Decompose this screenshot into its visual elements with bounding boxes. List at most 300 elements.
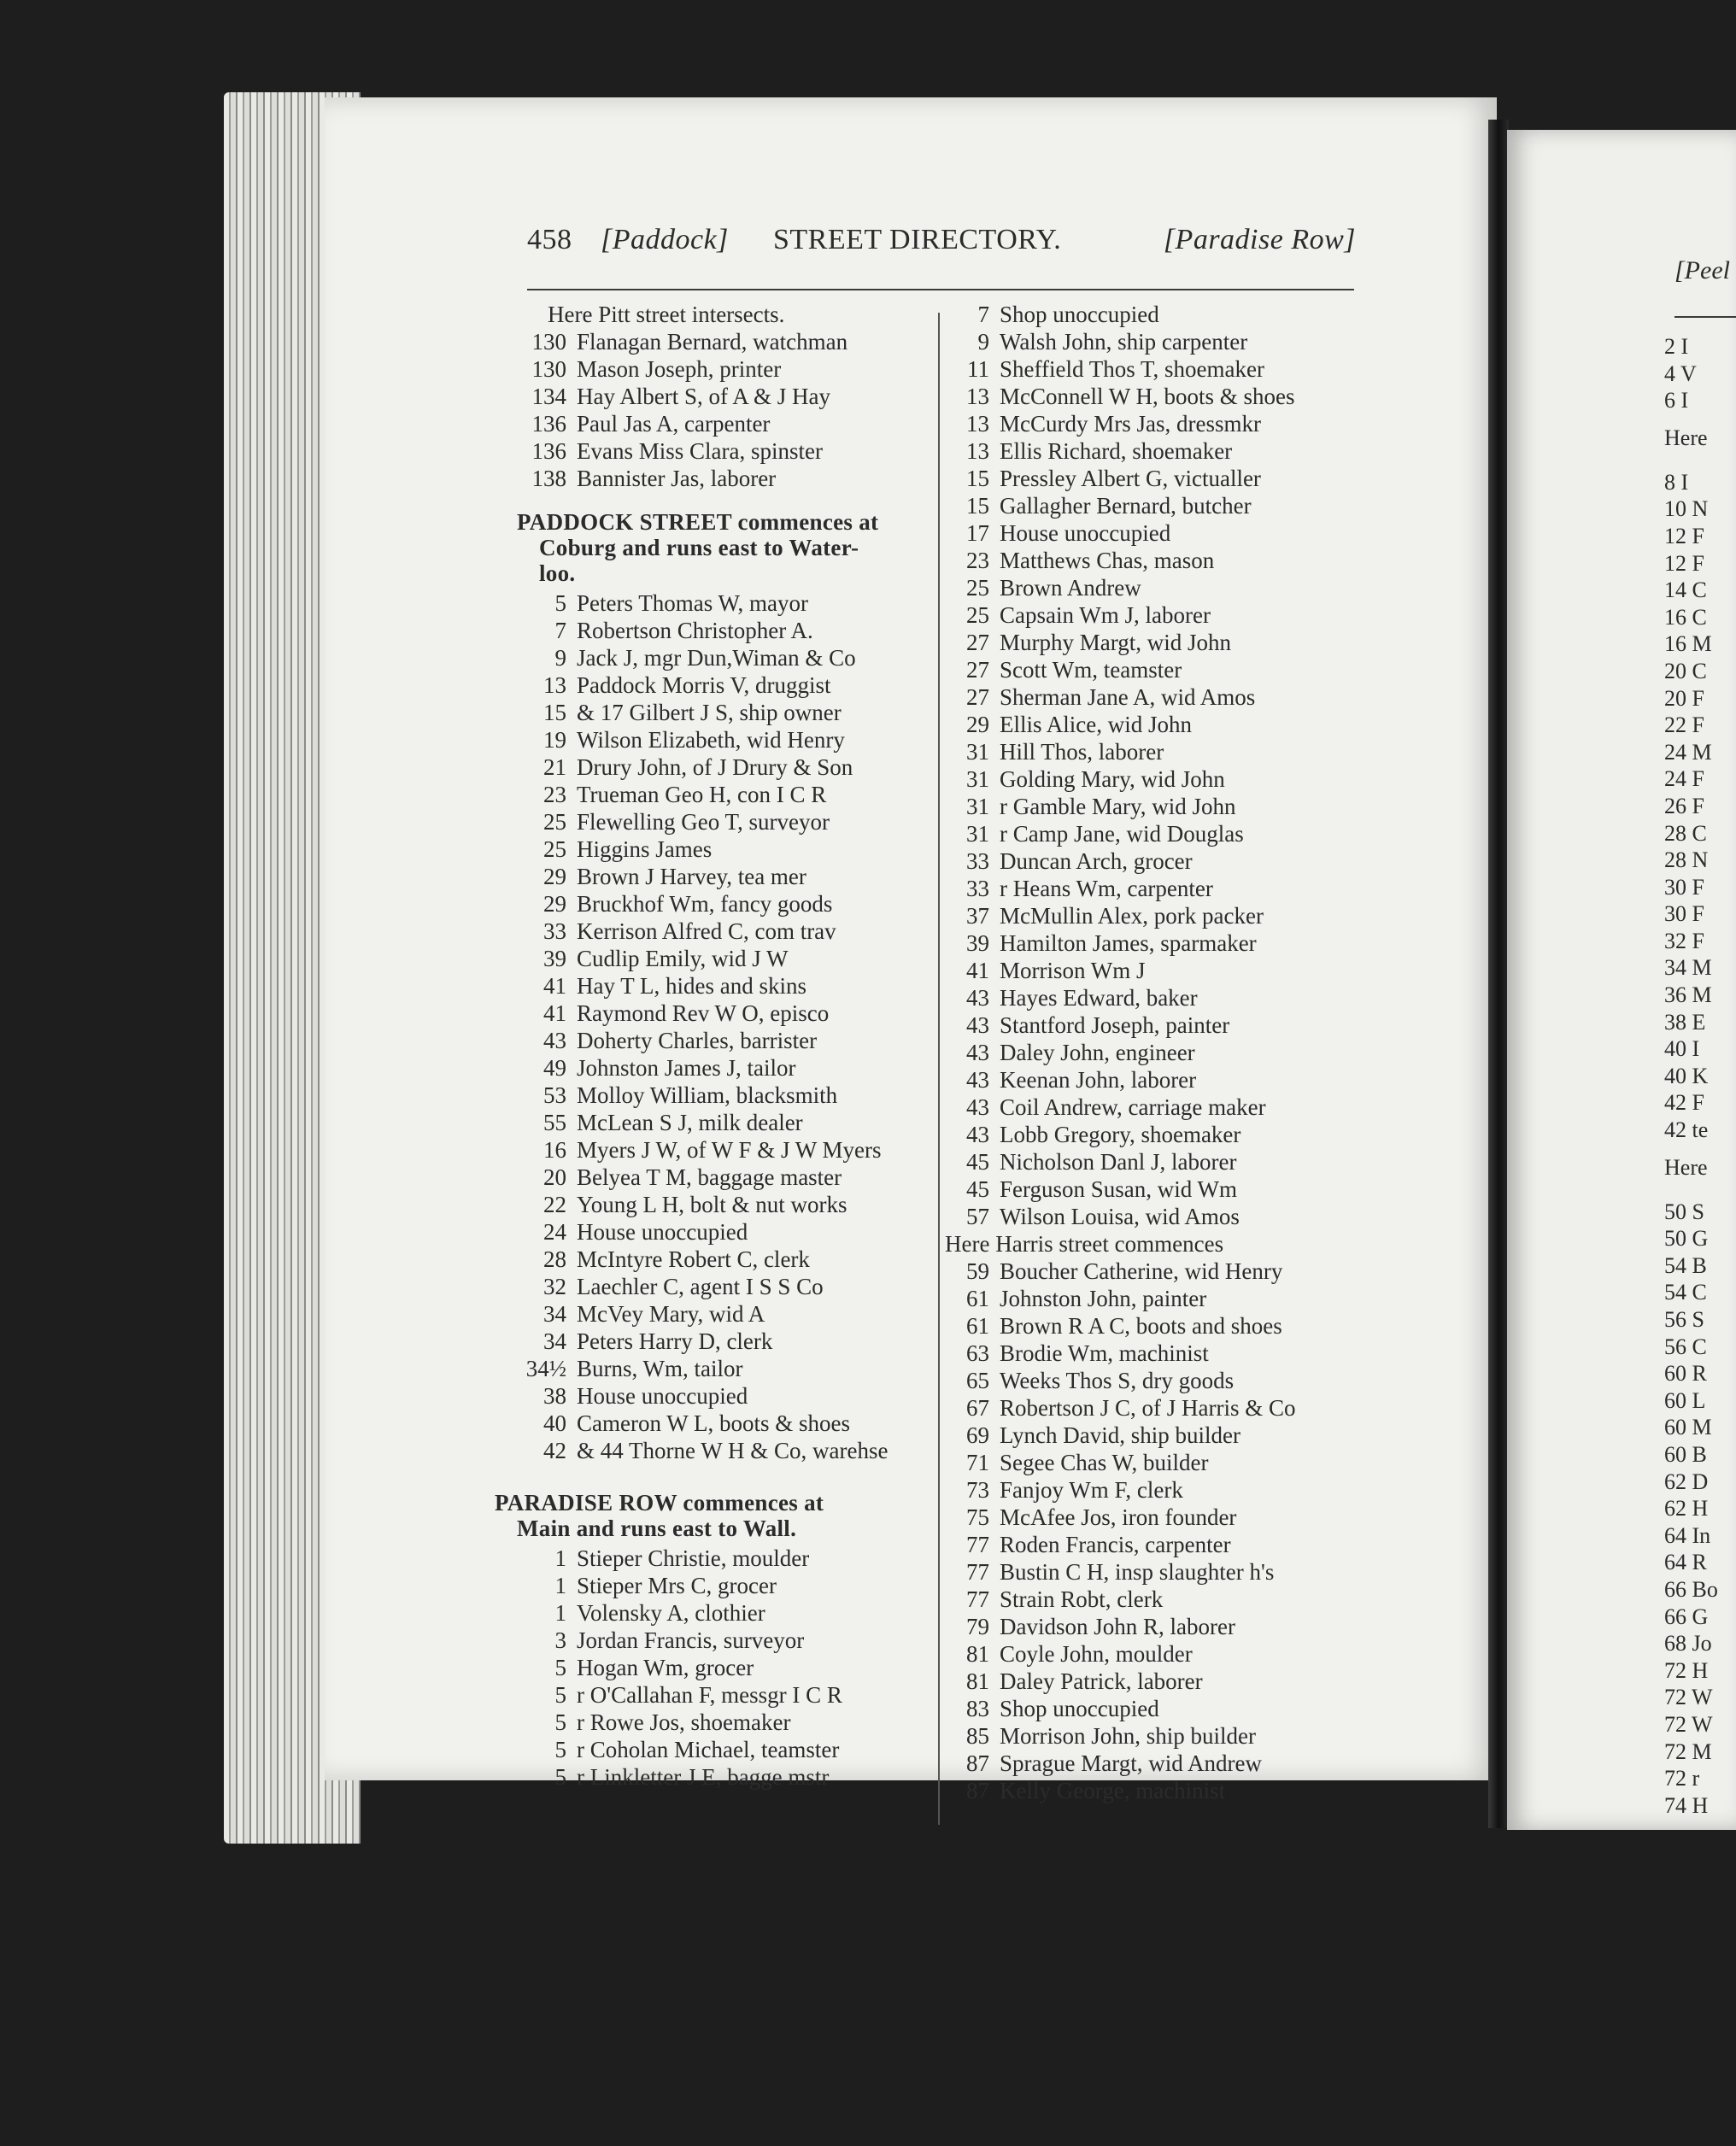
house-number: 77 (966, 1586, 989, 1612)
house-number: 5 (554, 1655, 566, 1680)
house-number: 31 (966, 766, 989, 792)
directory-entry (517, 437, 935, 465)
directory-entry (517, 1545, 935, 1572)
house-number: 77 (966, 1559, 989, 1585)
resident-text: McIntyre Robert C, clerk (577, 1246, 810, 1272)
resident-text: Stieper Mrs C, grocer (577, 1573, 777, 1598)
directory-entry (517, 1382, 935, 1410)
resident-text: Sherman Jane A, wid Amos (1000, 684, 1256, 710)
house-number: 81 (966, 1668, 989, 1694)
resident-text: r Gamble Mary, wid John (1000, 794, 1236, 819)
resident-text: Morrison Wm J (1000, 958, 1146, 983)
resident-text: Myers J W, of W F & J W Myers (577, 1137, 882, 1163)
directory-entry (517, 644, 935, 671)
house-number: 49 (543, 1055, 566, 1081)
directory-entry (940, 519, 1367, 547)
directory-entry (940, 738, 1367, 765)
directory-entry (517, 1027, 935, 1054)
resident-text: Roden Francis, carpenter (1000, 1532, 1231, 1557)
running-head-left: [Paddock] (601, 224, 729, 255)
house-number: 23 (966, 548, 989, 573)
house-number: 45 (966, 1149, 989, 1175)
house-number: 43 (966, 985, 989, 1011)
house-number: 28 (543, 1246, 566, 1272)
house-number: 130 (531, 329, 566, 355)
directory-entry (517, 836, 935, 863)
resident-text: Robertson J C, of J Harris & Co (1000, 1395, 1296, 1421)
header-rule (527, 289, 1354, 290)
directory-entry (517, 972, 935, 1000)
resident-text: Scott Wm, teamster (1000, 657, 1182, 683)
running-head (527, 224, 1356, 267)
resident-text: & 44 Thorne W H & Co, warehse (577, 1438, 889, 1463)
directory-entry (940, 1258, 1367, 1285)
resident-text: Walsh John, ship carpenter (1000, 329, 1248, 355)
directory-entry (940, 656, 1367, 683)
book-gutter (1488, 120, 1509, 1828)
next-page-fragment: 64 In (1664, 1522, 1711, 1548)
resident-text: Flewelling Geo T, surveyor (577, 809, 830, 835)
house-number: 45 (966, 1176, 989, 1202)
house-number: 15 (543, 700, 566, 725)
resident-text: Sheffield Thos T, shoemaker (1000, 356, 1264, 382)
resident-text: Bruckhof Wm, fancy goods (577, 891, 833, 917)
directory-entry (940, 793, 1367, 820)
resident-text: Brown Andrew (1000, 575, 1141, 601)
next-page-fragment: 36 M (1664, 982, 1712, 1008)
directory-entry (940, 1613, 1367, 1640)
house-number: 15 (966, 493, 989, 519)
resident-text: Gallagher Bernard, butcher (1000, 493, 1252, 519)
resident-text: Peters Harry D, clerk (577, 1328, 773, 1354)
house-number: 19 (543, 727, 566, 753)
resident-text: Hayes Edward, baker (1000, 985, 1198, 1011)
paddock-heading-line1: PADDOCK STREET commences at (517, 509, 879, 535)
directory-entry (517, 465, 935, 492)
house-number: 21 (543, 754, 566, 780)
house-number: 65 (966, 1368, 989, 1393)
resident-text: Capsain Wm J, laborer (1000, 602, 1211, 628)
next-page-fragment: 60 R (1664, 1361, 1707, 1387)
directory-entry (940, 1668, 1367, 1695)
next-page-fragment: 50 S (1664, 1199, 1704, 1224)
directory-entry (940, 301, 1367, 328)
directory-entry (940, 875, 1367, 902)
resident-text: House unoccupied (577, 1219, 748, 1245)
resident-text: Matthews Chas, mason (1000, 548, 1215, 573)
directory-entry (940, 1011, 1367, 1039)
resident-text: r Coholan Michael, teamster (577, 1737, 840, 1762)
house-number: 27 (966, 630, 989, 655)
next-page-fragment: 42 F (1664, 1090, 1704, 1116)
directory-entry (940, 711, 1367, 738)
house-number: 87 (966, 1750, 989, 1776)
resident-text: Hill Thos, laborer (1000, 739, 1164, 765)
directory-entry (940, 847, 1367, 875)
resident-text: Coil Andrew, carriage maker (1000, 1094, 1266, 1120)
house-number: 55 (543, 1110, 566, 1135)
resident-text: Raymond Rev W O, episco (577, 1000, 830, 1026)
directory-entry (940, 1203, 1367, 1230)
resident-text: Keenan John, laborer (1000, 1067, 1197, 1093)
resident-text: Jack J, mgr Dun,Wiman & Co (577, 645, 856, 671)
directory-entry (940, 1094, 1367, 1121)
resident-text: Mason Joseph, printer (577, 356, 782, 382)
house-number: 33 (966, 848, 989, 874)
house-number: 42 (543, 1438, 566, 1463)
resident-text: Kerrison Alfred C, com trav (577, 918, 836, 944)
resident-text: Burns, Wm, tailor (577, 1356, 743, 1381)
house-number: 85 (966, 1723, 989, 1749)
house-number: 37 (966, 903, 989, 929)
house-number: 57 (966, 1204, 989, 1229)
directory-entry (940, 383, 1367, 410)
paddock-heading-line3: loo. (539, 560, 576, 586)
next-page-fragment: 28 C (1664, 820, 1707, 846)
next-page-fragment: 30 F (1664, 901, 1704, 927)
house-number: 25 (543, 836, 566, 862)
house-number: 23 (543, 782, 566, 807)
house-number: 43 (966, 1040, 989, 1065)
directory-entry (517, 890, 935, 918)
directory-entry (517, 328, 935, 355)
next-page-fragment: 38 E (1664, 1009, 1706, 1035)
house-number: 61 (966, 1313, 989, 1339)
paradise-heading-line1: PARADISE ROW commences at (495, 1490, 824, 1516)
next-page-fragment: 20 F (1664, 685, 1704, 711)
directory-entry (517, 1681, 935, 1709)
resident-text: Hamilton James, sparmaker (1000, 930, 1257, 956)
house-number: 29 (543, 864, 566, 889)
directory-entry (517, 1246, 935, 1273)
house-number: 43 (543, 1028, 566, 1053)
resident-text: & 17 Gilbert J S, ship owner (577, 700, 842, 725)
house-number: 34 (543, 1328, 566, 1354)
house-number: 7 (554, 618, 566, 643)
directory-entry (517, 1627, 935, 1654)
directory-entry (940, 1586, 1367, 1613)
directory-entry (940, 601, 1367, 629)
paradise-entries (517, 1545, 935, 1791)
house-number: 5 (554, 1737, 566, 1762)
directory-entry (517, 808, 935, 836)
directory-entry (940, 1476, 1367, 1504)
resident-text: Daley John, engineer (1000, 1040, 1195, 1065)
directory-entry (517, 726, 935, 753)
resident-text: r Camp Jane, wid Douglas (1000, 821, 1244, 847)
directory-entry (517, 1572, 935, 1599)
house-number: 134 (531, 384, 566, 409)
house-number: 63 (966, 1340, 989, 1366)
resident-text: McAfee Jos, iron founder (1000, 1504, 1237, 1530)
house-number: 67 (966, 1395, 989, 1421)
house-number: 25 (543, 809, 566, 835)
harris-street-note: Here Harris street commences (945, 1231, 1224, 1257)
directory-entry (940, 957, 1367, 984)
house-number: 13 (966, 438, 989, 464)
house-number: 69 (966, 1422, 989, 1448)
next-page-fragment: 62 H (1664, 1496, 1709, 1522)
next-page-fragment: 68 Jo (1664, 1631, 1712, 1656)
resident-text: Murphy Margt, wid John (1000, 630, 1232, 655)
resident-text: McConnell W H, boots & shoes (1000, 384, 1295, 409)
next-page-fragment: 56 S (1664, 1307, 1704, 1332)
house-number: 9 (554, 645, 566, 671)
directory-entry (517, 1763, 935, 1791)
resident-text: Strain Robt, clerk (1000, 1586, 1164, 1612)
house-number: 138 (531, 466, 566, 491)
house-number: 20 (543, 1164, 566, 1190)
directory-entry (517, 1328, 935, 1355)
directory-entry (517, 1410, 935, 1437)
next-page-fragment: 20 C (1664, 658, 1707, 683)
resident-text: Johnston James J, tailor (577, 1055, 796, 1081)
next-page-fragment: 66 Bo (1664, 1576, 1718, 1602)
resident-text: Bannister Jas, laborer (577, 466, 777, 491)
resident-text: McMullin Alex, pork packer (1000, 903, 1264, 929)
directory-entry (940, 820, 1367, 847)
resident-text: Lynch David, ship builder (1000, 1422, 1240, 1448)
house-number: 83 (966, 1696, 989, 1721)
house-number: 27 (966, 684, 989, 710)
next-page-fragment: 4 V (1664, 361, 1697, 386)
directory-entry (940, 547, 1367, 574)
house-number: 27 (966, 657, 989, 683)
house-number: 53 (543, 1082, 566, 1108)
resident-text: r O'Callahan F, messgr I C R (577, 1682, 842, 1708)
resident-text: Duncan Arch, grocer (1000, 848, 1193, 874)
paddock-heading-line2: Coburg and runs east to Water- (539, 535, 859, 560)
directory-entry (940, 1750, 1367, 1777)
next-page-fragment: 72 M (1664, 1738, 1712, 1764)
house-number: 5 (554, 1682, 566, 1708)
next-page-lines-c (1664, 1199, 1736, 1820)
resident-text: Doherty Charles, barrister (577, 1028, 818, 1053)
house-number: 5 (554, 1709, 566, 1735)
directory-entry (940, 1285, 1367, 1312)
directory-entry (940, 1422, 1367, 1449)
directory-entry (940, 465, 1367, 492)
resident-text: Evans Miss Clara, spinster (577, 438, 823, 464)
resident-text: Davidson John R, laborer (1000, 1614, 1235, 1639)
directory-entry (517, 1164, 935, 1191)
resident-text: Laechler C, agent I S S Co (577, 1274, 824, 1299)
house-number: 41 (543, 1000, 566, 1026)
directory-entry (517, 1191, 935, 1218)
directory-entry (940, 1039, 1367, 1066)
directory-entry (940, 1367, 1367, 1394)
directory-entry (517, 1355, 935, 1382)
resident-text: Boucher Catherine, wid Henry (1000, 1258, 1283, 1284)
next-page-fragment: 56 C (1664, 1334, 1707, 1359)
resident-text: Drury John, of J Drury & Son (577, 754, 853, 780)
next-page-fragment: 62 D (1664, 1469, 1709, 1494)
house-number: 39 (966, 930, 989, 956)
house-number: 32 (543, 1274, 566, 1299)
resident-text: Peters Thomas W, mayor (577, 590, 808, 616)
next-page-fragment: 34 M (1664, 955, 1712, 981)
paradise-heading-line2: Main and runs east to Wall. (517, 1516, 797, 1541)
page-number: 458 (527, 224, 572, 255)
directory-entry (940, 929, 1367, 957)
next-page-fragment: 40 K (1664, 1063, 1709, 1088)
directory-entry (940, 437, 1367, 465)
directory-entry (940, 1695, 1367, 1722)
next-page-fragment: 64 R (1664, 1550, 1707, 1575)
resident-text: Pressley Albert G, victualler (1000, 466, 1261, 491)
next-page-fragment: 54 C (1664, 1280, 1707, 1305)
resident-text: Paul Jas A, carpenter (577, 411, 771, 437)
resident-text: Shop unoccupied (1000, 302, 1159, 327)
house-number: 13 (966, 411, 989, 437)
house-number: 79 (966, 1614, 989, 1639)
resident-text: McLean S J, milk dealer (577, 1110, 803, 1135)
resident-text: Cameron W L, boots & shoes (577, 1410, 850, 1436)
house-number: 13 (543, 672, 566, 698)
next-page-running-head: [Peel (1674, 256, 1730, 284)
resident-text: Volensky A, clothier (577, 1600, 765, 1626)
directory-entry (940, 1148, 1367, 1176)
directory-entry (517, 1000, 935, 1027)
directory-entry (517, 699, 935, 726)
next-page-fragment: 28 N (1664, 847, 1709, 873)
directory-entry (517, 383, 935, 410)
paradise-row-heading (495, 1490, 935, 1541)
next-page-fragment: 50 G (1664, 1226, 1709, 1252)
next-page-lines-b (1664, 469, 1736, 1144)
house-number: 5 (554, 590, 566, 616)
directory-entry (940, 328, 1367, 355)
directory-entry (940, 1449, 1367, 1476)
directory-entry (940, 1176, 1367, 1203)
next-page-fragment: 60 B (1664, 1441, 1707, 1467)
resident-text: Trueman Geo H, con I C R (577, 782, 827, 807)
house-number: 16 (543, 1137, 566, 1163)
house-number: 1 (554, 1600, 566, 1626)
house-number: 87 (966, 1778, 989, 1803)
directory-entry (940, 574, 1367, 601)
directory-entry (940, 1531, 1367, 1558)
paddock-street-heading (517, 509, 935, 586)
house-number: 75 (966, 1504, 989, 1530)
resident-text: Belyea T M, baggage master (577, 1164, 842, 1190)
directory-entry (517, 617, 935, 644)
left-column (495, 301, 935, 1791)
house-number: 81 (966, 1641, 989, 1667)
house-number: 40 (543, 1410, 566, 1436)
directory-entry (517, 1109, 935, 1136)
resident-text: Stantford Joseph, painter (1000, 1012, 1230, 1038)
next-page-fragment: 72 W (1664, 1711, 1713, 1737)
house-number: 31 (966, 739, 989, 765)
resident-text: Segee Chas W, builder (1000, 1450, 1209, 1475)
right-column (940, 301, 1367, 1804)
next-page-fragment: 72 W (1664, 1685, 1713, 1710)
next-page-fragment: 8 I (1664, 469, 1689, 495)
running-head-right: [Paradise Row] (1163, 224, 1356, 255)
resident-text: McCurdy Mrs Jas, dressmkr (1000, 411, 1261, 437)
next-page-fragment: 54 B (1664, 1252, 1707, 1278)
next-page-fragment: 74 H (1664, 1792, 1709, 1818)
next-page-column (1664, 333, 1736, 1819)
house-number: 77 (966, 1532, 989, 1557)
directory-entry (517, 1654, 935, 1681)
house-number: 25 (966, 575, 989, 601)
house-number: 5 (554, 1764, 566, 1790)
house-number: 43 (966, 1012, 989, 1038)
directory-entry (940, 355, 1367, 383)
directory-entry (940, 1340, 1367, 1367)
house-number: 39 (543, 946, 566, 971)
house-number: 13 (966, 384, 989, 409)
directory-entry (517, 1136, 935, 1164)
directory-entry (940, 410, 1367, 437)
resident-text: Jordan Francis, surveyor (577, 1627, 805, 1653)
directory-entry (517, 863, 935, 890)
house-number: 34½ (525, 1356, 566, 1381)
house-number: 34 (543, 1301, 566, 1327)
directory-entry (517, 589, 935, 617)
directory-entry (517, 1273, 935, 1300)
resident-text: Cudlip Emily, wid J W (577, 946, 789, 971)
directory-entry (517, 918, 935, 945)
next-page-fragment: 22 F (1664, 712, 1704, 738)
resident-text: r Linkletter J E, bagge mstr (577, 1764, 830, 1790)
directory-entry (517, 671, 935, 699)
next-page-fragment: 16 M (1664, 631, 1712, 657)
directory-entry (940, 492, 1367, 519)
resident-text: Ellis Alice, wid John (1000, 712, 1192, 737)
directory-entry (940, 1312, 1367, 1340)
resident-text: Flanagan Bernard, watchman (577, 329, 848, 355)
directory-entry (940, 629, 1367, 656)
next-page-fragment: 60 L (1664, 1387, 1706, 1413)
directory-entry (940, 1394, 1367, 1422)
resident-text: Sprague Margt, wid Andrew (1000, 1750, 1262, 1776)
house-number: 136 (531, 411, 566, 437)
resident-text: Young L H, bolt & nut works (577, 1192, 847, 1217)
resident-text: Brown J Harvey, tea mer (577, 864, 806, 889)
resident-text: Fanjoy Wm F, clerk (1000, 1477, 1183, 1503)
house-number: 9 (977, 329, 989, 355)
resident-text: Brown R A C, boots and shoes (1000, 1313, 1282, 1339)
house-number: 71 (966, 1450, 989, 1475)
resident-text: Nicholson Danl J, laborer (1000, 1149, 1237, 1175)
right-entries-a (940, 301, 1367, 1230)
next-page-here-note: Here (1664, 425, 1708, 450)
house-number: 41 (966, 958, 989, 983)
next-page-fragment: 24 F (1664, 766, 1704, 792)
resident-text: Hay T L, hides and skins (577, 973, 806, 999)
house-number: 24 (543, 1219, 566, 1245)
house-number: 43 (966, 1122, 989, 1147)
house-number: 61 (966, 1286, 989, 1311)
directory-entry (517, 1437, 935, 1464)
directory-entry (940, 683, 1367, 711)
directory-entry (517, 753, 935, 781)
resident-text: Wilson Elizabeth, wid Henry (577, 727, 845, 753)
resident-text: r Heans Wm, carpenter (1000, 876, 1213, 901)
house-number: 38 (543, 1383, 566, 1409)
house-number: 33 (966, 876, 989, 901)
next-page-fragment: 26 F (1664, 793, 1704, 818)
directory-entry (940, 765, 1367, 793)
next-page-fragment: 12 F (1664, 523, 1704, 548)
directory-entry (517, 410, 935, 437)
resident-text: House unoccupied (577, 1383, 748, 1409)
house-number: 43 (966, 1094, 989, 1120)
right-entries-b (940, 1258, 1367, 1804)
